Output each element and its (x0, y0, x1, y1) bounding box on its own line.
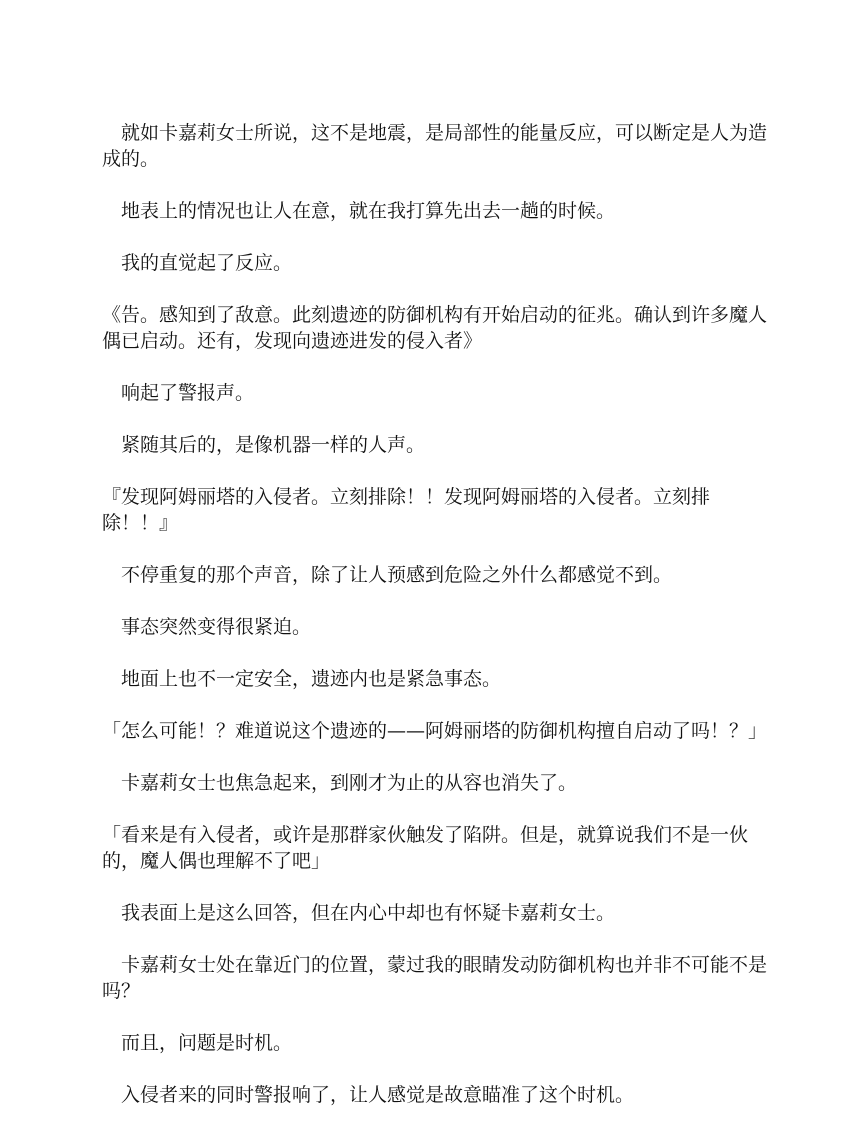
paragraph: 我表面上是这么回答，但在内心中却也有怀疑卡嘉莉女士。 (121, 902, 616, 924)
quoted-paragraph: 《告。感知到了敌意。此刻遗迹的防御机构有开始启动的征兆。确认到许多魔人偶已启动。还有，发现向遗迹进发的侵入者》 (102, 304, 768, 352)
document-page (102, 120, 772, 1134)
paragraph: 不停重复的那个声音，除了让人预感到危险之外什么都感觉不到。 (121, 564, 673, 586)
paragraph: 我的直觉起了反应。 (121, 252, 293, 274)
paragraph: 就如卡嘉莉女士所说，这不是地震，是局部性的能量反应，可以断定是人为造成的。 (102, 122, 768, 170)
paragraph: 卡嘉莉女士也焦急起来，到刚才为止的从容也消失了。 (121, 772, 578, 794)
paragraph: 事态突然变得很紧迫。 (121, 616, 312, 638)
paragraph: 而且，问题是时机。 (121, 1032, 293, 1054)
quoted-paragraph: 「看来是有入侵者，或许是那群家伙触发了陷阱。但是，就算说我们不是一伙的，魔人偶也理解不了吧」 (102, 824, 749, 872)
paragraph: 紧随其后的，是像机器一样的人声。 (121, 434, 426, 456)
paragraph: 地表上的情况也让人在意，就在我打算先出去一趟的时候。 (121, 200, 616, 222)
paragraph: 响起了警报声。 (121, 382, 255, 404)
quoted-paragraph: 「怎么可能！？难道说这个遗迹的——阿姆丽塔的防御机构擅自启动了吗！？」 (102, 720, 768, 742)
paragraph: 地面上也不一定安全，遗迹内也是紧急事态。 (121, 668, 502, 690)
paragraph: 入侵者来的同时警报响了，让人感觉是故意瞄准了这个时机。 (121, 1084, 635, 1106)
quoted-paragraph: 『发现阿姆丽塔的入侵者。立刻排除！！发现阿姆丽塔的入侵者。立刻排除！！』 (102, 486, 711, 534)
paragraph: 卡嘉莉女士处在靠近门的位置，蒙过我的眼睛发动防御机构也并非不可能不是吗？ (102, 954, 768, 1002)
